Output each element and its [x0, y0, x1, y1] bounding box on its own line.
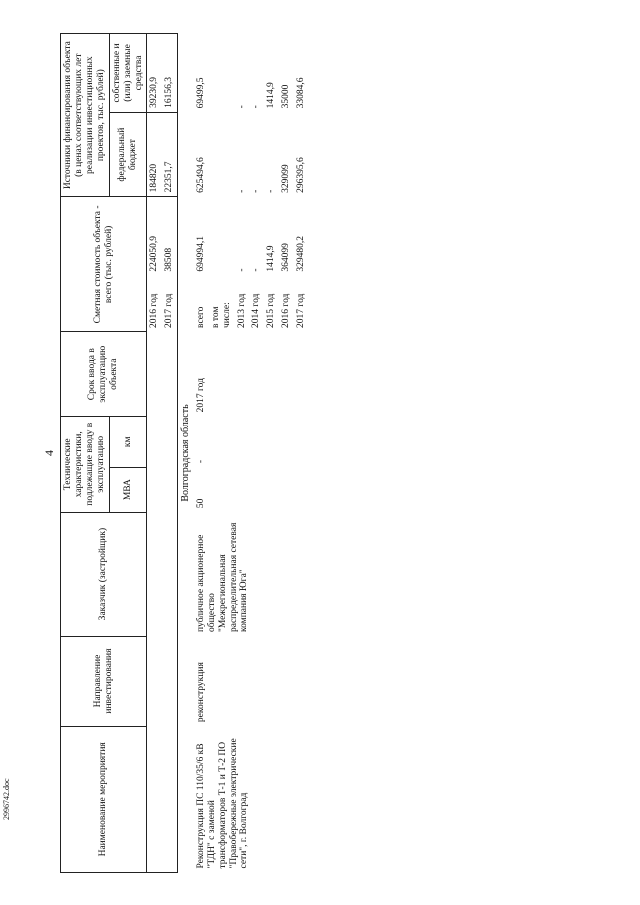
cost-cell: 329480,2 [296, 235, 307, 272]
year-cell: 2016 год [149, 293, 160, 328]
project-term: 2017 год [195, 377, 206, 412]
table-row [147, 33, 162, 872]
own-cell: 1414,9 [266, 81, 277, 108]
page-number: 4 [42, 449, 56, 456]
header-km: км [109, 416, 147, 467]
federal-cell: 296395,6 [296, 156, 307, 193]
project-name: Реконструкция ПС 110/35/6 кВ "ТДН" с заменой трансформаторов Т-1 и Т-2 ПО "Правобережные электрические сети", г. Волгоград [195, 737, 250, 868]
own-cell: 69499,5 [195, 77, 206, 108]
cost-cell: 364099 [281, 242, 292, 272]
federal-cell: 329099 [281, 163, 292, 193]
cost-cell: 38508 [164, 247, 175, 272]
year-cell: в том числе: [210, 301, 232, 328]
own-cell: - [236, 104, 247, 108]
region-heading: Волгоградская область [180, 403, 192, 502]
rotated-page-content [40, 13, 600, 893]
header-term: Срок ввода в эксплуатацию объекта [61, 331, 147, 415]
header-mva: МВА [109, 467, 147, 512]
table-body [147, 33, 309, 872]
year-cell: 2015 год [266, 293, 277, 328]
federal-cell: 22351,7 [162, 112, 177, 196]
year-cell: 2017 год [296, 293, 307, 328]
table-header [61, 33, 147, 872]
cost-cell: 1414,9 [266, 245, 277, 272]
header-direction: Направление инвестирования [61, 636, 147, 726]
investment-table [60, 33, 309, 873]
project-km: - [195, 459, 206, 463]
year-cell: всего [195, 306, 206, 328]
federal-cell: 184820 [147, 112, 162, 196]
own-cell: 33084,6 [296, 77, 307, 108]
header-sources: Источники финансирования объекта (в ценах соответствующих лет реализации инвестиционных проектов, тыс. рублей) [61, 33, 110, 196]
header-tech: Технические характеристики, подлежащие вводу в эксплуатацию [61, 416, 110, 512]
cost-cell [209, 196, 235, 275]
cost-cell: - [236, 268, 247, 272]
project-mva: 50 [195, 498, 206, 508]
header-customer: Заказчик (застройщик) [61, 512, 147, 636]
header-own: собственные и (или) заемные средства [109, 33, 147, 112]
year-cell: 2017 год [164, 293, 175, 328]
cost-cell: - [251, 268, 262, 272]
project-direction: реконструкция [195, 661, 206, 722]
year-cell: 2016 год [281, 293, 292, 328]
own-cell: 16156,3 [162, 33, 177, 112]
table-row [162, 33, 177, 872]
own-cell: 39230,9 [147, 33, 162, 112]
cost-cell: 224050,9 [149, 235, 160, 272]
year-cell: 2013 год [236, 293, 247, 328]
doc-id: 2996742.doc [2, 778, 11, 820]
header-name: Наименование мероприятия [61, 726, 147, 872]
federal-cell: - [251, 189, 262, 193]
own-cell: - [251, 104, 262, 108]
year-cell: 2014 год [251, 293, 262, 328]
federal-cell: - [266, 189, 277, 193]
federal-cell: 625494,6 [195, 156, 206, 193]
federal-cell: - [236, 189, 247, 193]
table-row [194, 33, 209, 872]
own-cell: 35000 [281, 84, 292, 108]
federal-cell [209, 112, 235, 196]
cost-cell: 694994,1 [195, 235, 206, 272]
own-cell [209, 33, 235, 112]
project-customer: публичное акционерное общество "Межрегиональная распределительная сетевая компания Юга" [195, 522, 250, 632]
header-cost: Сметная стоимость объекта - всего (тыс. рублей) [61, 196, 147, 331]
header-federal: федеральный бюджет [109, 112, 147, 196]
